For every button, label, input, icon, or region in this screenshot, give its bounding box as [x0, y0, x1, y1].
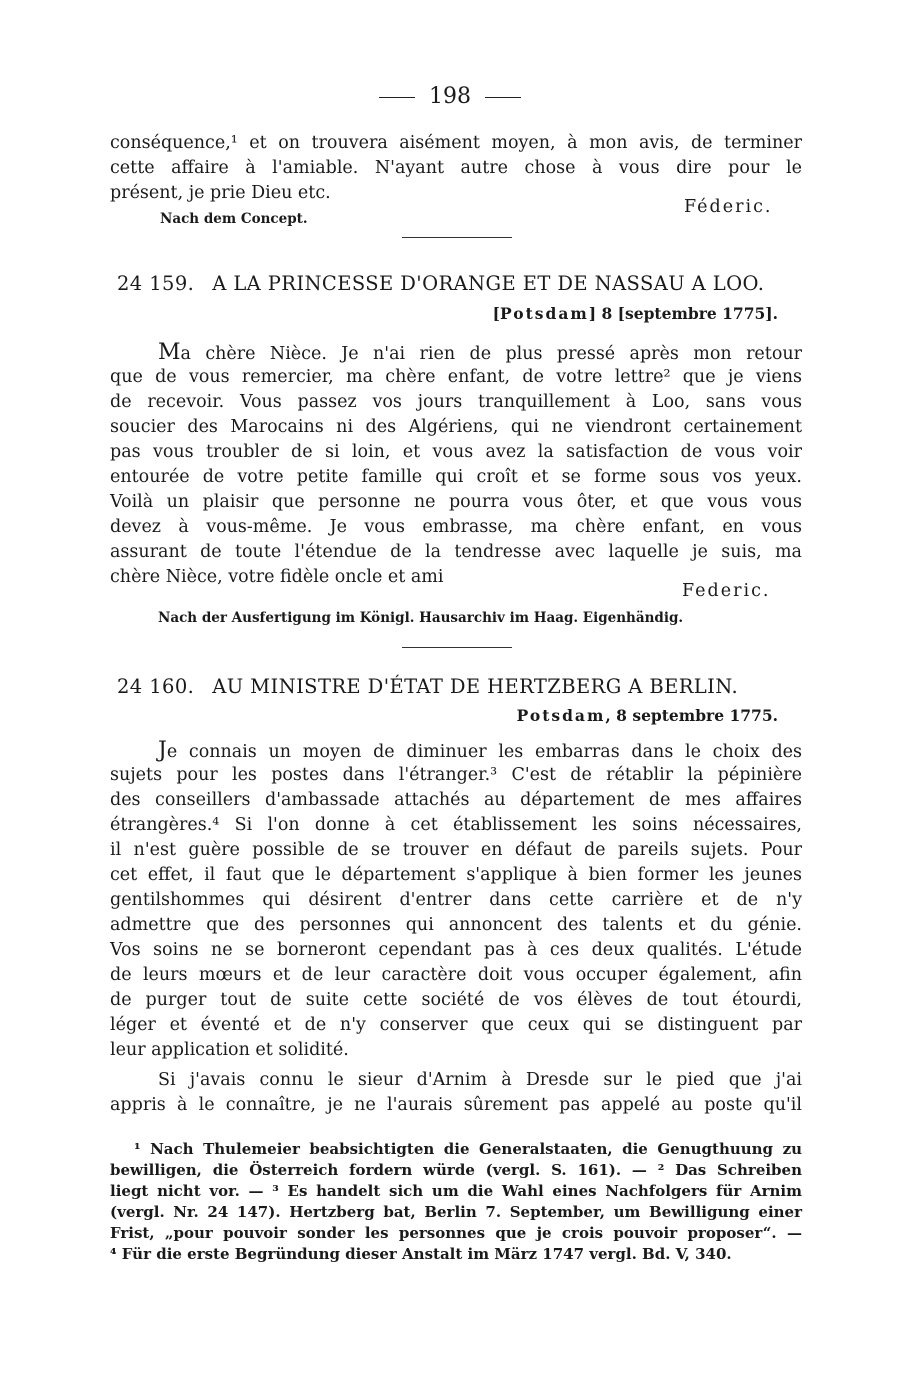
- initial-letter: M: [158, 340, 181, 365]
- first-line-text: a chère Nièce. Je n'ai rien de plus pressé après mon retour: [180, 344, 802, 364]
- letter-number: 24 159.: [117, 272, 195, 295]
- text-line: de purger tout de suite cette société de vos élèves de tout étourdi,: [110, 990, 802, 1010]
- dateline: [517, 706, 778, 725]
- text-line: des conseillers d'ambassade attachés au département de mes affaires: [110, 790, 802, 810]
- dateline-date: ] 8 [septembre 1775].: [588, 304, 778, 323]
- letter-title: A LA PRINCESSE D'ORANGE ET DE NASSAU A LOO.: [212, 272, 765, 295]
- page-number: 198: [429, 84, 471, 109]
- text-line: Vos soins ne se borneront cependant pas à ces deux qualités. L'étude: [110, 940, 802, 960]
- header-dash-left: [379, 97, 415, 98]
- letter-heading: [117, 675, 805, 698]
- page-header: [0, 84, 900, 109]
- text-line: appris à le connaître, je ne l'aurais sûrement pas appelé au poste qu'il: [110, 1095, 802, 1115]
- text-line: léger et éventé et de n'y conserver que ceux qui se distinguent par: [110, 1015, 802, 1035]
- letter-title: AU MINISTRE D'ÉTAT DE HERTZBERG A BERLIN.: [212, 675, 739, 698]
- text-line: il n'est guère possible de se trouver en défaut de pareils sujets. Pour: [110, 840, 802, 860]
- source-note: Nach der Ausfertigung im Königl. Hausarchiv im Haag. Eigenhändig.: [158, 610, 684, 626]
- text-line: cet effet, il faut que le département s'applique à bien former les jeunes: [110, 865, 802, 885]
- text-line: conséquence,¹ et on trouvera aisément moyen, à mon avis, de terminer: [110, 133, 802, 153]
- dateline-place: Potsdam: [500, 304, 589, 323]
- text-line: soucier des Marocains ni des Algériens, qui ne viendront certainement: [110, 417, 802, 437]
- footnote-line: (vergl. Nr. 24 147). Hertzberg bat, Berlin 7. September, um Bewilligung einer: [110, 1203, 802, 1221]
- footnote-line: liegt nicht vor. — ³ Es handelt sich um die Wahl eines Nachfolgers für Arnim: [110, 1182, 802, 1200]
- text-line: assurant de toute l'étendue de la tendresse avec laquelle je suis, ma: [110, 542, 802, 562]
- letter-number: 24 160.: [117, 675, 195, 698]
- source-note: Nach dem Concept.: [160, 211, 308, 227]
- section-divider: [402, 237, 512, 238]
- footnote-line: ⁴ Für die erste Begründung dieser Anstalt im März 1747 vergl. Bd. V, 340.: [110, 1245, 732, 1263]
- text-line: admettre que des personnes qui annoncent des talents et du génie.: [110, 915, 802, 935]
- footnote-line: Frist, „pour pouvoir sonder les personnes que je crois pouvoir proposer“. —: [110, 1224, 802, 1242]
- section-divider: [402, 647, 512, 648]
- first-line-text: e connais un moyen de diminuer les embarras dans le choix des: [166, 742, 802, 762]
- text-line: de recevoir. Vous passez vos jours tranquillement à Loo, sans vous: [110, 392, 802, 412]
- text-line: Voilà un plaisir que personne ne pourra vous ôter, et que vous vous: [110, 492, 802, 512]
- text-line: sujets pour les postes dans l'étranger.³ C'est de rétablir la pépinière: [110, 765, 802, 785]
- signature: Federic.: [682, 581, 771, 601]
- signature: Féderic.: [684, 197, 773, 217]
- footnote-line: ¹ Nach Thulemeier beabsichtigten die Generalstaaten, die Genugthuung zu: [134, 1140, 802, 1158]
- letter-heading: [117, 272, 805, 295]
- dateline-date: , 8 septembre 1775.: [605, 706, 778, 725]
- text-line: devez à vous-même. Je vous embrasse, ma chère enfant, en vous: [110, 517, 802, 537]
- text-line: de leurs mœurs et de leur caractère doit vous occuper également, afin: [110, 965, 802, 985]
- paragraph-first-line: [158, 738, 802, 763]
- text-line: leur application et solidité.: [110, 1040, 349, 1060]
- text-line: étrangères.⁴ Si l'on donne à cet établissement les soins nécessaires,: [110, 815, 802, 835]
- dateline: [493, 304, 778, 323]
- paragraph-first-line: [158, 340, 802, 365]
- initial-letter: J: [158, 738, 167, 763]
- footnote-line: bewilligen, die Österreich fordern würde (vergl. S. 161). — ² Das Schreiben: [110, 1161, 802, 1179]
- text-line: que de vous remercier, ma chère enfant, de votre lettre² que je viens: [110, 367, 802, 387]
- text-line: entourée de votre petite famille qui croît et se forme sous vos yeux.: [110, 467, 802, 487]
- text-line: présent, je prie Dieu etc.: [110, 183, 331, 203]
- text-line: Si j'avais connu le sieur d'Arnim à Dresde sur le pied que j'ai: [158, 1070, 802, 1090]
- text-line: cette affaire à l'amiable. N'ayant autre chose à vous dire pour le: [110, 158, 802, 178]
- text-line: pas vous troubler de si loin, et vous avez la satisfaction de vous voir: [110, 442, 802, 462]
- dateline-place: Potsdam: [516, 706, 606, 725]
- text-line: chère Nièce, votre fidèle oncle et ami: [110, 567, 444, 587]
- header-dash-right: [485, 97, 521, 98]
- dateline-bracket: [: [492, 304, 501, 323]
- text-line: gentilshommes qui désirent d'entrer dans cette carrière et de n'y: [110, 890, 802, 910]
